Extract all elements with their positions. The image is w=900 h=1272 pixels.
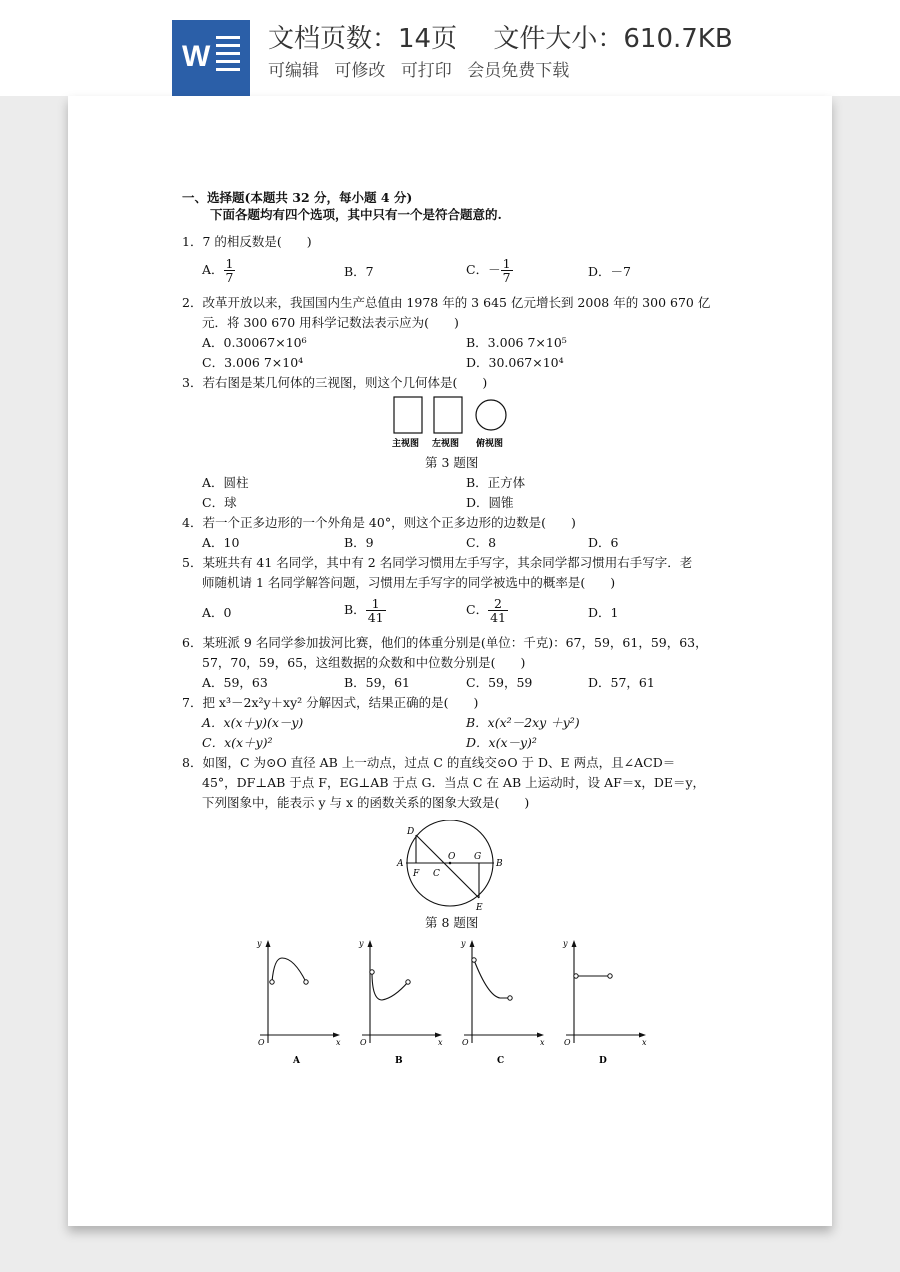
q5-option-b: B． $\frac{1}{41}$ — [344, 596, 384, 626]
q7-stem: 7．把 x³－2x²y＋xy² 分解因式，结果正确的是( ) — [182, 695, 479, 710]
q4-option-d: D．6 — [588, 535, 619, 550]
q3-option-c: C．球 — [202, 495, 237, 510]
q8-circle-figure — [392, 820, 512, 912]
q2-option-c: C．3.006 7×10⁴ — [202, 355, 304, 370]
banner-title — [268, 18, 761, 55]
q5-option-c: C． $\frac{2}{41}$ — [466, 596, 506, 626]
svg-text:x: x — [336, 1038, 341, 1047]
point-label: B — [496, 859, 503, 869]
view-label: 主视图 — [392, 439, 420, 449]
q1-option-d: D．－7 — [588, 264, 631, 279]
point-label: D — [407, 827, 415, 837]
q6-option-a: A．59，63 — [202, 675, 268, 690]
q3-option-a: A．圆柱 — [202, 475, 249, 490]
q8-stem-line2: 45°，DF⊥AB 于点 F，EG⊥AB 于点 G．当点 C 在 AB 上运动时，设 AF＝x，DE＝y， — [202, 775, 706, 790]
q7-option-a: A．x(x＋y)(x－y) — [202, 715, 304, 730]
q5-option-d: D．1 — [588, 605, 619, 620]
center-dot — [449, 862, 452, 865]
section-instruction: 下面各题均有四个选项，其中只有一个是符合题意的. — [210, 207, 502, 222]
q6-option-b: B．59，61 — [344, 675, 410, 690]
q1-stem: 1．7 的相反数是( ) — [182, 234, 312, 249]
chord-de — [416, 835, 482, 898]
graph-label: A — [293, 1056, 300, 1066]
feature-list — [268, 56, 579, 81]
feature-item: 可编辑 — [268, 61, 319, 81]
point-label: C — [433, 869, 440, 879]
q4-option-c: C．8 — [466, 535, 497, 550]
feature-item: 可修改 — [334, 61, 386, 81]
q4-option-b: B．9 — [344, 535, 374, 550]
q6-stem-line2: 57，70，59，65，这组数据的众数和中位数分别是( ) — [202, 655, 526, 670]
graph-label: D — [599, 1056, 607, 1066]
q2-stem-line1: 2．改革开放以来，我国国内生产总值由 1978 年的 3 645 亿元增长到 2008 年的 300 670 亿 — [182, 295, 711, 310]
svg-text:y: y — [359, 939, 364, 948]
point-label: O — [448, 852, 456, 862]
feature-item: 会员免费下载 — [467, 61, 570, 81]
svg-text:O: O — [360, 1038, 367, 1047]
graph-label: C — [497, 1056, 505, 1066]
side-view-rect — [434, 397, 462, 433]
word-doc-icon — [172, 20, 250, 96]
view-label: 俯视图 — [476, 439, 504, 449]
q3-option-b: B．正方体 — [466, 475, 526, 490]
graph-a — [252, 938, 352, 1070]
q7-option-c: C．x(x＋y)² — [202, 735, 273, 750]
q2-option-a: A．0.30067×10⁶ — [202, 335, 307, 350]
view-label: 左视图 — [432, 439, 460, 449]
logo-letter: W — [182, 40, 211, 73]
q6-stem-line1: 6．某班派 9 名同学参加拔河比赛，他们的体重分别是(单位：千克)：67，59，61，59，63， — [182, 635, 708, 650]
svg-text:O: O — [462, 1038, 469, 1047]
file-size: 文件大小：610.7KB — [493, 24, 733, 54]
svg-text:y: y — [257, 939, 262, 948]
svg-text:y: y — [563, 939, 568, 948]
q5-stem-line2: 师随机请 1 名同学解答问题，习惯用左手写字的同学被选中的概率是( ) — [202, 575, 616, 590]
q1-option-c: C．－ $\frac{1}{7}$ — [466, 256, 511, 286]
q7-option-d: D．x(x－y)² — [466, 735, 537, 750]
q6-option-d: D．57，61 — [588, 675, 655, 690]
point-label: E — [476, 903, 483, 912]
document-page — [68, 96, 832, 1226]
svg-text:O: O — [258, 1038, 265, 1047]
graph-b — [354, 938, 454, 1070]
q2-option-b: B．3.006 7×10⁵ — [466, 335, 567, 350]
point-label: G — [474, 852, 482, 862]
q8-caption: 第 8 题图 — [425, 915, 479, 930]
page-count: 文档页数：14页 — [268, 24, 458, 54]
q2-option-d: D．30.067×10⁴ — [466, 355, 564, 370]
q3-caption: 第 3 题图 — [425, 455, 479, 470]
feature-item: 可打印 — [400, 61, 452, 81]
q4-stem: 4．若一个正多边形的一个外角是 40°，则这个正多边形的边数是( ) — [182, 515, 576, 530]
q5-stem-line1: 5．某班共有 41 名同学，其中有 2 名同学习惯用左手写字，其余同学都习惯用右手写字．老 — [182, 555, 693, 570]
q1-option-b: B．7 — [344, 264, 374, 279]
q8-stem-line3: 下列图象中，能表示 y 与 x 的函数关系的图象大致是( ) — [202, 795, 530, 810]
graph-label: B — [395, 1056, 403, 1066]
q4-option-a: A．10 — [202, 535, 240, 550]
graph-c — [456, 938, 556, 1070]
q7-option-b: B．x(x²－2xy ＋y²) — [466, 715, 580, 730]
q1-option-a: A． $\frac{1}{7}$ — [202, 256, 234, 286]
q3-option-d: D．圆锥 — [466, 495, 514, 510]
q8-stem-line1: 8．如图，C 为⊙O 直径 AB 上一动点，过点 C 的直线交⊙O 于 D、E 两点，且∠ACD＝ — [182, 755, 676, 770]
point-label: A — [397, 859, 404, 869]
banner — [0, 0, 900, 96]
graph-d — [558, 938, 658, 1070]
top-view-circle — [476, 400, 506, 430]
q6-option-c: C．59，59 — [466, 675, 533, 690]
svg-text:y: y — [461, 939, 466, 948]
svg-text:x: x — [642, 1038, 647, 1047]
q3-three-view-figure — [386, 394, 516, 452]
q2-stem-line2: 元．将 300 670 用科学记数法表示应为( ) — [202, 315, 459, 330]
q3-stem: 3．若右图是某几何体的三视图，则这个几何体是( ) — [182, 375, 488, 390]
point-label: F — [413, 869, 420, 879]
svg-text:x: x — [438, 1038, 443, 1047]
svg-text:x: x — [540, 1038, 545, 1047]
front-view-rect — [394, 397, 422, 433]
q5-option-a: A．0 — [202, 605, 232, 620]
svg-text:O: O — [564, 1038, 571, 1047]
section-heading: 一、选择题(本题共 32 分，每小题 4 分) — [182, 190, 413, 205]
